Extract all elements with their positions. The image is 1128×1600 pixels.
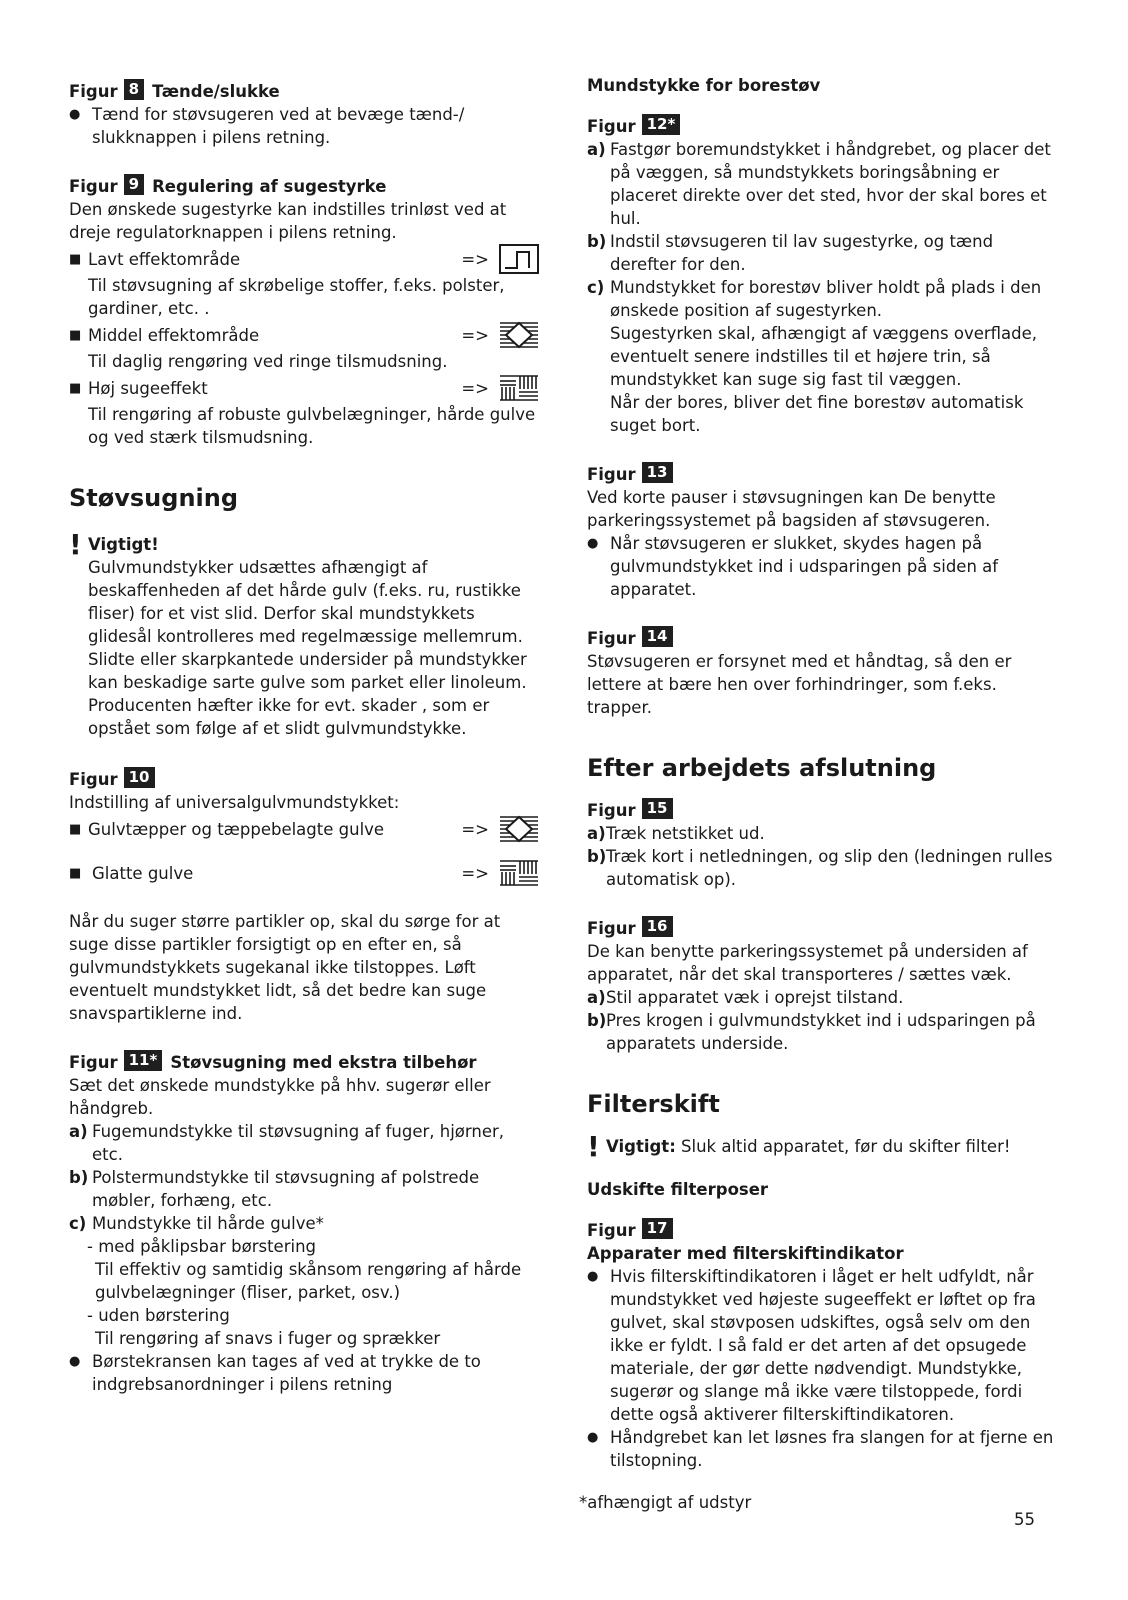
lettered-item-a: a) Fugemundstykke til støvsugning af fuger, hjørner, etc. — [69, 1122, 505, 1164]
power-level-label: ■ Lavt effektområde — [69, 248, 240, 271]
important-text: Gulvmundstykker udsættes afhængigt af beskaffenheden af det hårde gulv (f.eks. ru, rustikke fliser) for et vist slid. Derfor skal mundstykkets glidesål kontrolleres med regelmæssige mellemrum. Slidte eller skarpkantede undersider på mundstykker kan beskadige sarte gulve som parket eller linoleum. Producenten hæfter ikke for evt. skader , som er opstået som følge af et slidt gulvmundstykke. — [88, 558, 527, 738]
figure-label: Figur — [587, 629, 636, 648]
lettered-item-a: a) Træk netstikket ud. — [587, 824, 765, 843]
hard-floor-icon — [499, 373, 539, 403]
sub-option: - uden børstering — [87, 1306, 230, 1325]
left-column — [69, 76, 539, 1396]
figure-10-heading — [69, 764, 539, 791]
arrow-text: => — [461, 819, 489, 839]
figure-16-heading — [587, 913, 1059, 940]
arrow-text: => — [461, 249, 489, 269]
nozzle-setting-smooth — [69, 858, 539, 888]
figure-number-badge: 11* — [124, 1050, 163, 1071]
sub-option-text: Til effektiv og samtidig skånsom rengøring af hårde gulvbelægninger (fliser, parket, osv.) — [95, 1260, 522, 1302]
figure-9-heading — [69, 171, 539, 198]
bullet-item: ● Hvis filterskiftindikatoren i låget er helt udfyldt, når mundstykket ved højeste sugeeffekt er løftet op fra gulvet, skal støvposen udskiftes, også selv om den ikke er fyldt. I så fald er det arten af det opsugede materiale, der gør dette nødvendigt. Mundstykke, sugerør og slange må ikke være tilstoppede, fordi dette også aktiverer filterskiftindikatoren. — [587, 1265, 1059, 1426]
paragraph: De kan benytte parkeringssystemet på undersiden af apparatet, når det skal transporteres / sættes væk. — [587, 942, 1028, 984]
figure-11-heading — [69, 1047, 539, 1074]
power-level-low — [69, 244, 539, 274]
figure-11-section — [69, 1047, 539, 1396]
figure-label: Figur — [69, 770, 118, 789]
important-notice — [69, 528, 539, 740]
lettered-item-c: c) Mundstykke til hårde gulve* — [69, 1214, 324, 1233]
lettered-item-c: c) Mundstykket for borestøv bliver holdt på plads i den ønskede position af sugestyrken. — [587, 278, 1042, 320]
paragraph: Ved korte pauser i støvsugningen kan De benytte parkeringssystemet på bagsiden af støvsugeren. — [587, 488, 996, 530]
bullet-item: ● Håndgrebet kan let løsnes fra slangen for at fjerne en tilstopning. — [587, 1426, 1059, 1472]
intro-text: Den ønskede sugestyrke kan indstilles trinløst ved at dreje regulatorknappen i pilens retning. — [69, 200, 507, 242]
setting-label: ■ Glatte gulve — [69, 862, 193, 885]
important-title: Vigtigt! — [88, 535, 159, 554]
drill-dust-heading: Mundstykke for borestøv — [587, 76, 821, 95]
figure-number-badge: 13 — [642, 462, 673, 483]
low-power-step-icon — [499, 244, 539, 274]
important-title: Vigtigt: — [606, 1137, 676, 1156]
sub-option-text: Til rengøring af snavs i fuger og sprækker — [95, 1329, 441, 1348]
figure-number-badge: 15 — [642, 798, 673, 819]
sub-option: - med påklipsbar børstering — [87, 1237, 317, 1256]
figure-8-heading — [69, 76, 539, 103]
nozzle-setting-carpet — [69, 814, 539, 844]
figure-number-badge: 16 — [642, 916, 673, 937]
figure-title: Støvsugning med ekstra tilbehør — [170, 1053, 477, 1072]
lettered-item-a: a) Stil apparatet væk i oprejst tilstand. — [587, 988, 904, 1007]
figure-number-badge: 10 — [124, 767, 155, 788]
power-level-medium — [69, 320, 539, 350]
lettered-item-b: b) Træk kort i netledningen, og slip den (ledningen rulles automatisk op). — [587, 847, 1053, 889]
paragraph: Når der bores, bliver det fine borestøv automatisk suget bort. — [610, 393, 1024, 435]
figure-14-heading — [587, 623, 1059, 650]
paragraph: Når du suger større partikler op, skal du sørge for at suge disse partikler forsigtigt op en efter en, så gulvmundstykkets sugekanal ikke tilstoppes. Løft eventuelt mundstykket lidt, så det bedre kan suge snavspartiklerne ind. — [69, 912, 501, 1023]
subheading: Apparater med filterskiftindikator — [587, 1244, 904, 1263]
figure-17-heading — [587, 1215, 1059, 1242]
figure-title: Regulering af sugestyrke — [152, 177, 387, 196]
power-level-label: ■ Høj sugeeffekt — [69, 377, 208, 400]
section-heading-vacuuming: Støvsugning — [69, 484, 239, 512]
arrow-text: => — [461, 863, 489, 883]
section-heading-after-work: Efter arbejdets afslutning — [587, 754, 937, 782]
power-level-high — [69, 373, 539, 403]
carpet-diamond-icon — [499, 814, 539, 844]
figure-number-badge: 17 — [642, 1218, 673, 1239]
lettered-item-b: b) Polstermundstykke til støvsugning af polstrede møbler, forhæng, etc. — [69, 1168, 480, 1210]
power-level-description: Til daglig rengøring ved ringe tilsmudsning. — [88, 352, 448, 371]
figure-label: Figur — [587, 465, 636, 484]
figure-12-heading — [587, 111, 1059, 138]
hard-floor-icon — [499, 858, 539, 888]
figure-14-section — [587, 623, 1059, 719]
important-text: Sluk altid apparatet, før du skifter filter! — [681, 1137, 1011, 1156]
intro-text: Sæt det ønskede mundstykke på hhv. sugerør eller håndgreb. — [69, 1076, 491, 1118]
intro-text: Indstilling af universalgulvmundstykket: — [69, 793, 400, 812]
warning-exclamation-icon: ! — [69, 528, 82, 561]
figure-12-section — [587, 111, 1059, 437]
section-heading-filter-change: Filterskift — [587, 1090, 720, 1118]
figure-label: Figur — [587, 801, 636, 820]
paragraph: Støvsugeren er forsynet med et håndtag, så den er lettere at bære hen over forhindringer, som f.eks. trapper. — [587, 652, 1012, 717]
power-level-description: Til rengøring af robuste gulvbelægninger, hårde gulve og ved stærk tilsmudsning. — [88, 405, 536, 447]
figure-8-section — [69, 76, 539, 149]
figure-label: Figur — [69, 1053, 118, 1072]
power-level-description: Til støvsugning af skrøbelige stoffer, f.eks. polster, gardiner, etc. . — [88, 276, 505, 318]
figure-number-badge: 8 — [124, 79, 144, 100]
lettered-item-b: b) Indstil støvsugeren til lav sugestyrke, og tænd derefter for den. — [587, 232, 994, 274]
setting-label: ■ Gulvtæpper og tæppebelagte gulve — [69, 818, 384, 841]
footnote: *afhængigt af udstyr — [579, 1493, 752, 1512]
carpet-diamond-icon — [499, 320, 539, 350]
arrow-text: => — [461, 378, 489, 398]
figure-13-section — [587, 459, 1059, 601]
bullet-item: ● Børstekransen kan tages af ved at trykke de to indgrebsanordninger i pilens retning — [69, 1350, 539, 1396]
figure-label: Figur — [587, 117, 636, 136]
lettered-item-a: a) Fastgør boremundstykket i håndgrebet, og placer det på væggen, så mundstykkets boringsåbning er placeret direkte over det sted, hvor der skal bores et hul. — [587, 140, 1051, 228]
paragraph: Sugestyrken skal, afhængigt af væggens overflade, eventuelt senere indstilles til et højere trin, så mundstykket kan suge sig fast til væggen. — [610, 324, 1038, 389]
bullet-item: ● Når støvsugeren er slukket, skydes hagen på gulvmundstykket ind i udsparingen på siden af apparatet. — [587, 532, 1059, 601]
page-number: 55 — [1014, 1510, 1035, 1529]
figure-13-heading — [587, 459, 1059, 486]
figure-10-section — [69, 764, 539, 1025]
lettered-item-b: b) Pres krogen i gulvmundstykket ind i udsparingen på apparatets underside. — [587, 1011, 1036, 1053]
arrow-text: => — [461, 325, 489, 345]
right-column — [587, 76, 1059, 1472]
warning-exclamation-icon: ! — [587, 1130, 600, 1163]
figure-label: Figur — [69, 177, 118, 196]
figure-15-section — [587, 795, 1059, 891]
figure-number-badge: 14 — [642, 626, 673, 647]
figure-label: Figur — [587, 919, 636, 938]
figure-label: Figur — [587, 1221, 636, 1240]
figure-9-section — [69, 171, 539, 449]
figure-title: Tænde/slukke — [152, 82, 280, 101]
figure-15-heading — [587, 795, 1059, 822]
figure-number-badge: 12* — [642, 114, 681, 135]
filter-bags-heading: Udskifte filterposer — [587, 1180, 769, 1199]
figure-label: Figur — [69, 82, 118, 101]
figure-16-section — [587, 913, 1059, 1055]
important-notice — [587, 1130, 1059, 1163]
power-level-label: ■ Middel effektområde — [69, 324, 259, 347]
figure-number-badge: 9 — [124, 174, 144, 195]
figure-17-section — [587, 1215, 1059, 1472]
bullet-item: ● Tænd for støvsugeren ved at bevæge tænd-/ slukknappen i pilens retning. — [69, 103, 539, 149]
